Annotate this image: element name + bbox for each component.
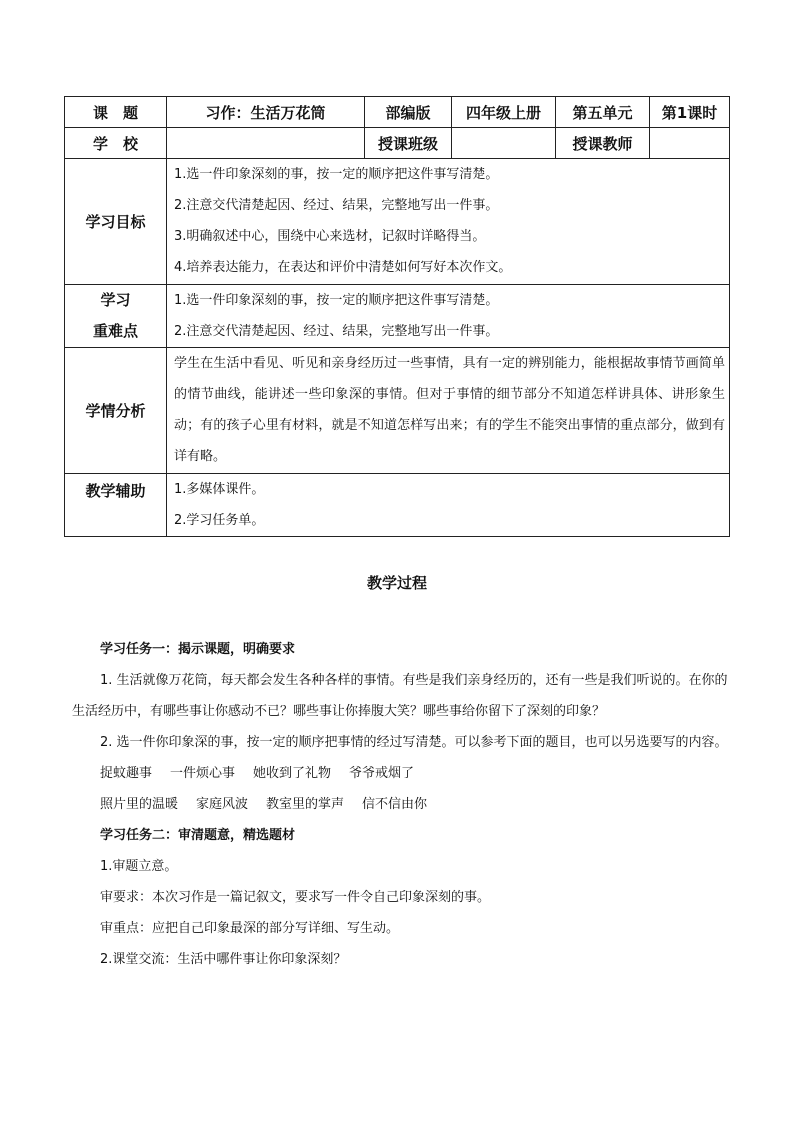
topic-suggestion: 家庭风波 [196, 797, 249, 812]
aid-item: 2.学习任务单。 [174, 513, 265, 528]
objective-item: 4.培养表达能力，在表达和评价中清楚如何写好本次作文。 [174, 260, 512, 275]
aids-content [167, 474, 730, 537]
objective-item: 3.明确叙述中心，围绕中心来选材，记叙时详略得当。 [174, 229, 486, 244]
lesson-info-table [64, 96, 730, 537]
key-points-label [65, 285, 167, 348]
task2-line-3: 审重点：应把自己印象最深的部分写详细、写生动。 [100, 921, 400, 936]
topic-title: 习作：生活万花筒 [167, 97, 365, 128]
grade: 四年级上册 [452, 97, 556, 128]
unit: 第五单元 [556, 97, 650, 128]
topic-suggestion: 爷爷戒烟了 [349, 766, 415, 781]
analysis-label: 学情分析 [65, 348, 167, 474]
topic-list-row-1 [72, 758, 734, 789]
analysis-content [167, 348, 730, 474]
key-points-label-line2: 重难点 [92, 322, 138, 340]
task2-line-2: 审要求：本次习作是一篇记叙文，要求写一件令自己印象深刻的事。 [100, 890, 491, 905]
key-point-item: 1.选一件印象深刻的事，按一定的顺序把这件事写清楚。 [174, 293, 499, 308]
topic-suggestion: 捉蚊趣事 [100, 766, 153, 781]
task1-paragraph-1: 1. 生活就像万花筒，每天都会发生各种各样的事情。有些是我们亲身经历的，还有一些是我们听说的。在你的生活经历中，有哪些事让你感动不已？哪些事让你捧腹大笑？哪些事给你留下了深刻的印象？ [72, 673, 728, 719]
topic-suggestion: 她收到了礼物 [253, 766, 332, 781]
aids-label: 教学辅助 [65, 474, 167, 537]
topic-suggestion: 照片里的温暖 [100, 797, 179, 812]
class-label: 授课班级 [365, 128, 452, 159]
topic-suggestion: 教室里的掌声 [266, 797, 345, 812]
aid-item: 1.多媒体课件。 [174, 482, 265, 497]
key-point-item: 2.注意交代清楚起因、经过、结果，完整地写出一件事。 [174, 324, 499, 339]
school-label: 学 校 [65, 128, 167, 159]
key-points-content [167, 285, 730, 348]
key-points-label-line1: 学习 [100, 291, 131, 309]
topic-label: 课 题 [65, 97, 167, 128]
task2-heading: 学习任务二：审清题意，精选题材 [100, 828, 296, 843]
process-body [72, 634, 734, 975]
topic-suggestion: 信不信由你 [362, 797, 428, 812]
lesson-number: 第1课时 [650, 97, 730, 128]
task1-heading: 学习任务一：揭示课题，明确要求 [100, 642, 296, 657]
task2-line-4: 2.课堂交流：生活中哪件事让你印象深刻？ [100, 952, 347, 967]
process-title: 教学过程 [366, 574, 427, 592]
task1-paragraph-2: 2. 选一件你印象深的事，按一定的顺序把事情的经过写清楚。可以参考下面的题目，也可以另选要写的内容。 [100, 735, 728, 750]
topic-suggestion: 一件烦心事 [170, 766, 236, 781]
task2-line-1: 1.审题立意。 [100, 859, 178, 874]
school-value [167, 128, 365, 159]
analysis-text: 学生在生活中看见、听见和亲身经历过一些事情，具有一定的辨别能力，能根据故事情节画简单的情节曲线，能讲述一些印象深的事情。但对于事情的细节部分不知道怎样讲具体、讲形象生动；有的孩子心里有材料，就是不知道怎样写出来；有的学生不能突出事情的重点部分，做到有详有略。 [174, 356, 725, 464]
teacher-label: 授课教师 [556, 128, 650, 159]
class-value [452, 128, 556, 159]
topic-list-row-2 [72, 789, 734, 820]
edition: 部编版 [365, 97, 452, 128]
objectives-label: 学习目标 [65, 159, 167, 285]
objective-item: 2.注意交代清楚起因、经过、结果，完整地写出一件事。 [174, 198, 499, 213]
objective-item: 1.选一件印象深刻的事，按一定的顺序把这件事写清楚。 [174, 167, 499, 182]
objectives-content [167, 159, 730, 285]
teacher-value [650, 128, 730, 159]
